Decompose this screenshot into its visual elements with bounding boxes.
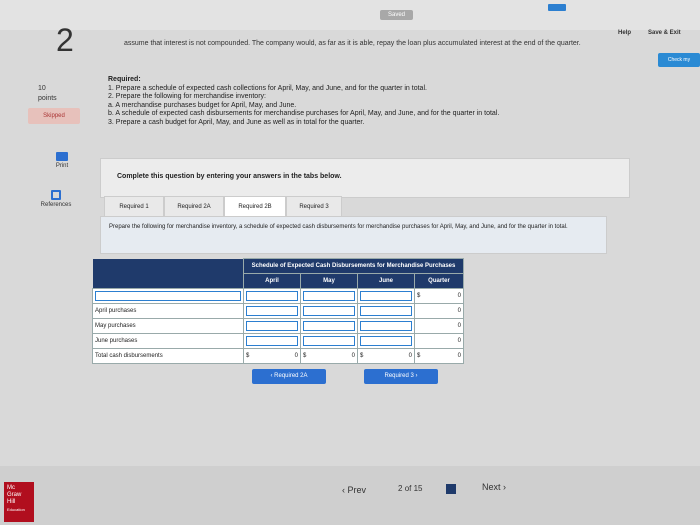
- may-input[interactable]: [301, 319, 358, 334]
- references-label: References: [40, 202, 72, 208]
- chevron-left-icon: ‹: [342, 485, 348, 495]
- page-current: 2: [398, 484, 403, 493]
- prev-tab-button[interactable]: [252, 369, 326, 384]
- table-row: [93, 304, 464, 319]
- save-exit-link[interactable]: Save & Exit: [648, 30, 681, 36]
- logo-line: Graw: [7, 492, 22, 498]
- total-row: [93, 349, 464, 364]
- col-header-may: May: [301, 274, 358, 289]
- schedule-table: [92, 258, 464, 364]
- may-total: [301, 349, 358, 364]
- table-row: [93, 319, 464, 334]
- dollar-sign: $: [417, 293, 421, 299]
- instruction-panel: [100, 216, 607, 254]
- page-indicator: [398, 484, 422, 493]
- quarter-value: [415, 289, 464, 304]
- june-total: [358, 349, 415, 364]
- june-total-value: 0: [408, 353, 412, 359]
- quarter-total-value: 0: [457, 353, 461, 359]
- saved-indicator: Saved: [380, 10, 413, 20]
- dollar-sign: $: [303, 353, 307, 359]
- june-input[interactable]: [358, 289, 415, 304]
- quarter-cell: 0: [415, 319, 464, 334]
- april-total-value: 0: [294, 353, 298, 359]
- banner-text: Complete this question by entering your answers in the tabs below.: [117, 173, 342, 180]
- quarter-cell: 0: [415, 334, 464, 349]
- mcgraw-hill-logo: [4, 482, 34, 522]
- points-label: points: [38, 95, 57, 102]
- required-item: a. A merchandise purchases budget for April, May, and June.: [108, 101, 297, 109]
- points: [38, 84, 57, 104]
- table-row: [93, 334, 464, 349]
- june-input[interactable]: [358, 319, 415, 334]
- prev-label: Prev: [347, 485, 367, 495]
- tab-required-3[interactable]: Required 3: [286, 196, 342, 218]
- schedule-title: Schedule of Expected Cash Disbursements for Merchandise Purchases: [244, 259, 464, 274]
- row-label: Total cash disbursements: [93, 349, 244, 364]
- chevron-right-icon: ›: [413, 373, 418, 379]
- required-item: 3. Prepare a cash budget for April, May, and June as well as in total for the quarter.: [108, 118, 365, 126]
- grid-icon[interactable]: [446, 484, 456, 494]
- dollar-sign: $: [360, 353, 364, 359]
- references-button[interactable]: [34, 190, 78, 208]
- logo-line: Mc: [7, 485, 15, 491]
- required-item: 2. Prepare the following for merchandise inventory:: [108, 93, 266, 100]
- april-total: [244, 349, 301, 364]
- may-input[interactable]: [301, 334, 358, 349]
- book-icon: [51, 190, 61, 200]
- row-label: April purchases: [93, 304, 244, 319]
- top-bar: [0, 0, 700, 30]
- check-my-work-button[interactable]: Check my: [658, 53, 700, 67]
- june-input[interactable]: [358, 334, 415, 349]
- chevron-left-icon: ‹: [270, 373, 275, 379]
- row-label-input[interactable]: [93, 289, 244, 304]
- question-number: 2: [56, 22, 74, 58]
- may-input[interactable]: [301, 289, 358, 304]
- col-header-june: June: [358, 274, 415, 289]
- col-header-april: April: [244, 274, 301, 289]
- required-item: b. A schedule of expected cash disbursements for merchandise purchases for April, May, and June, and for the quarter in total.: [108, 110, 500, 117]
- april-input[interactable]: [244, 334, 301, 349]
- print-label: Print: [55, 163, 69, 169]
- tab-required-2a[interactable]: Required 2A: [164, 196, 224, 218]
- required-item: 1. Prepare a schedule of expected cash collections for April, May, and June, and for the quarter in total.: [108, 84, 427, 92]
- april-input[interactable]: [244, 289, 301, 304]
- window-controls-icon[interactable]: [548, 4, 566, 11]
- printer-icon: [56, 152, 68, 161]
- tab-required-1[interactable]: Required 1: [104, 196, 164, 218]
- next-tab-label: Required 3: [384, 373, 414, 379]
- bottom-bar: [0, 466, 700, 525]
- may-total-value: 0: [351, 353, 355, 359]
- next-tab-button[interactable]: [364, 369, 438, 384]
- logo-line: Education: [7, 507, 25, 512]
- next-label: Next: [482, 482, 501, 492]
- dollar-sign: $: [246, 353, 250, 359]
- quarter-cell: 0: [415, 304, 464, 319]
- page-of: of 15: [404, 484, 423, 493]
- status-badge: Skipped: [28, 108, 80, 124]
- chevron-right-icon: ›: [500, 482, 507, 492]
- panel-text: Prepare the following for merchandise inventory, a schedule of expected cash disbursements for merchandise purchases for April, May, and June, and for the quarter in total.: [109, 224, 568, 230]
- april-input[interactable]: [244, 304, 301, 319]
- table-row: [93, 289, 464, 304]
- next-question-button[interactable]: [482, 482, 506, 492]
- row-label: May purchases: [93, 319, 244, 334]
- quarter-cell: 0: [457, 293, 461, 299]
- logo-line: Hill: [7, 499, 16, 505]
- col-header-quarter: Quarter: [415, 274, 464, 289]
- blank-cell: [93, 274, 244, 289]
- tab-bar: [100, 192, 620, 218]
- may-input[interactable]: [301, 304, 358, 319]
- quarter-total: [415, 349, 464, 364]
- tab-required-2b[interactable]: Required 2B: [224, 196, 286, 218]
- help-link[interactable]: Help: [618, 30, 632, 36]
- prev-question-button[interactable]: [342, 485, 366, 495]
- june-input[interactable]: [358, 304, 415, 319]
- question-intro: assume that interest is not compounded. The company would, as far as it is able, repay the loan plus accumulated interest at the end of the quarter.: [124, 40, 581, 47]
- prev-tab-label: Required 2A: [274, 373, 308, 379]
- required-section: [108, 76, 628, 127]
- required-heading: Required:: [108, 76, 141, 83]
- points-value: 10: [38, 85, 46, 92]
- print-button[interactable]: [48, 152, 76, 169]
- dollar-sign: $: [417, 353, 421, 359]
- blank-cell: [93, 259, 244, 274]
- april-input[interactable]: [244, 319, 301, 334]
- row-label: June purchases: [93, 334, 244, 349]
